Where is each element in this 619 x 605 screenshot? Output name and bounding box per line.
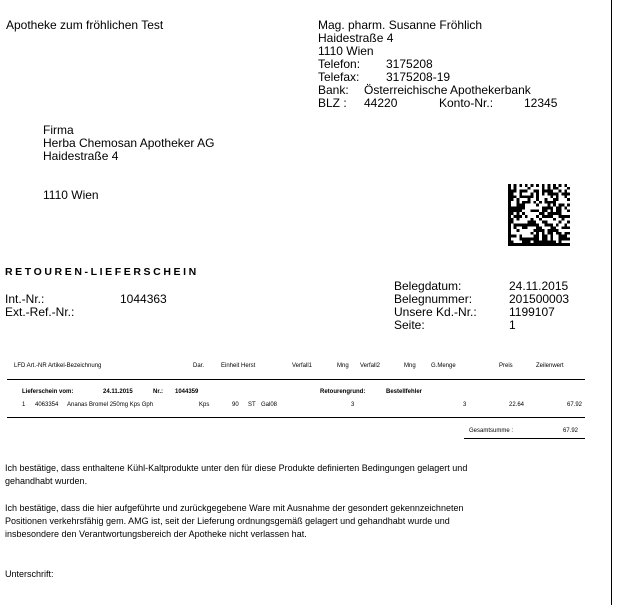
pharmacy-street: Haidestraße 4 xyxy=(318,31,394,45)
konto-label: Konto-Nr.: xyxy=(439,96,494,110)
recipient-street: Haidestraße 4 xyxy=(43,149,119,163)
recipient-line1: Firma xyxy=(43,123,74,137)
lieferschein-date: 24.11.2015 xyxy=(103,389,133,395)
blz-label: BLZ : xyxy=(318,96,347,110)
int-nr-value: 1044363 xyxy=(120,292,167,306)
seite-label: Seite: xyxy=(394,318,425,332)
bank-label: Bank: xyxy=(318,83,349,97)
recipient-city: 1110 Wien xyxy=(43,188,99,202)
belegnummer-value: 201500003 xyxy=(509,292,570,306)
lieferschein-nr-label: Nr.: xyxy=(153,389,164,395)
kdnr-label: Unsere Kd.-Nr.: xyxy=(394,305,477,319)
statement-2-line3: insbesondere den Verantwortungsbereich der Apotheke nicht verlassen hat. xyxy=(5,529,307,539)
phone-label: Telefon: xyxy=(318,57,361,71)
ext-ref-label: Ext.-Ref.-Nr.: xyxy=(5,305,75,319)
row-dar: Kps xyxy=(199,402,210,408)
fax-label: Telefax: xyxy=(318,70,360,84)
col-header-gmenge: G.Menge xyxy=(431,363,456,369)
lieferschein-label: Lieferschein vom: xyxy=(22,389,74,395)
retourengrund-label: Retourengrund: xyxy=(320,389,366,395)
kdnr-value: 1199107 xyxy=(509,305,555,319)
phone-value: 3175208 xyxy=(386,57,433,71)
belegdatum-label: Belegdatum: xyxy=(394,279,462,293)
belegdatum-value: 24.11.2015 xyxy=(509,279,569,293)
total-rule xyxy=(464,438,585,439)
belegnummer-label: Belegnummer: xyxy=(394,292,473,306)
pharmacy-city: 1110 Wien xyxy=(318,44,374,58)
total-label: Gesamtsumme : xyxy=(469,428,514,434)
seite-value: 1 xyxy=(509,318,516,332)
row-einheit-unit: ST xyxy=(248,402,256,408)
col-header-verfall1: Verfall1 xyxy=(292,363,313,369)
col-header-zeilenwert: Zeilenwert xyxy=(536,363,564,369)
row-bezeichnung: Ananas Bromel 250mg Kps Gph xyxy=(67,402,154,408)
statement-1-line1: Ich bestätige, dass enthaltene Kühl-Kaltprodukte unter den für diese Produkte definierten Bedingungen gelagert und xyxy=(5,463,468,473)
row-artnr: 4063354 xyxy=(35,402,59,408)
row-zeilenwert: 67.92 xyxy=(566,402,582,408)
retourengrund-value: Bestellfehler xyxy=(386,389,423,395)
col-header-article: LFD Art.-NR Artikel-Bezeichnung xyxy=(14,363,102,369)
datamatrix-code xyxy=(508,184,570,246)
bank-value: Österreichische Apothekerbank xyxy=(364,83,531,97)
statement-2-line2: Positionen verkehrsfähig gem. AMG ist, seit der Lieferung ordnungsgemäß gelagert und gehandhabt wurde und xyxy=(5,516,450,526)
konto-value: 12345 xyxy=(524,96,558,110)
row-einheit: 90 xyxy=(232,402,239,408)
table-header-rule xyxy=(7,379,585,380)
col-header-einheit: Einheit Herst xyxy=(221,363,256,369)
pharmacy-owner: Mag. pharm. Susanne Fröhlich xyxy=(318,18,483,32)
col-header-mng1: Mng xyxy=(337,363,349,369)
recipient-company: Herba Chemosan Apotheker AG xyxy=(43,136,215,150)
statement-1-line2: gehandhabt wurden. xyxy=(5,476,88,486)
table-body-rule xyxy=(7,417,585,418)
row-gmenge: 3 xyxy=(463,402,467,408)
fax-value: 3175208-19 xyxy=(386,70,451,84)
row-herst: Gal08 xyxy=(261,402,278,408)
row-lfd: 1 xyxy=(22,402,26,408)
row-preis: 22.64 xyxy=(508,402,524,408)
lieferschein-nr: 1044359 xyxy=(175,389,199,395)
document-title: RETOUREN-LIEFERSCHEIN xyxy=(5,266,199,278)
col-header-dar: Dar. xyxy=(193,363,205,369)
pharmacy-name: Apotheke zum fröhlichen Test xyxy=(6,18,164,32)
row-mng1: 3 xyxy=(351,402,355,408)
col-header-preis: Preis xyxy=(499,363,513,369)
int-nr-label: Int.-Nr.: xyxy=(5,292,45,306)
col-header-mng2: Mng xyxy=(404,363,416,369)
blz-value: 44220 xyxy=(364,96,398,110)
col-header-verfall2: Verfall2 xyxy=(360,363,381,369)
total-value: 67.92 xyxy=(562,428,578,434)
signature-label: Unterschrift: xyxy=(5,569,54,579)
statement-2-line1: Ich bestätige, dass die hier aufgeführte und zurückgegebene Ware mit Ausnahme der gesondert gekennzeichneten xyxy=(5,503,464,513)
